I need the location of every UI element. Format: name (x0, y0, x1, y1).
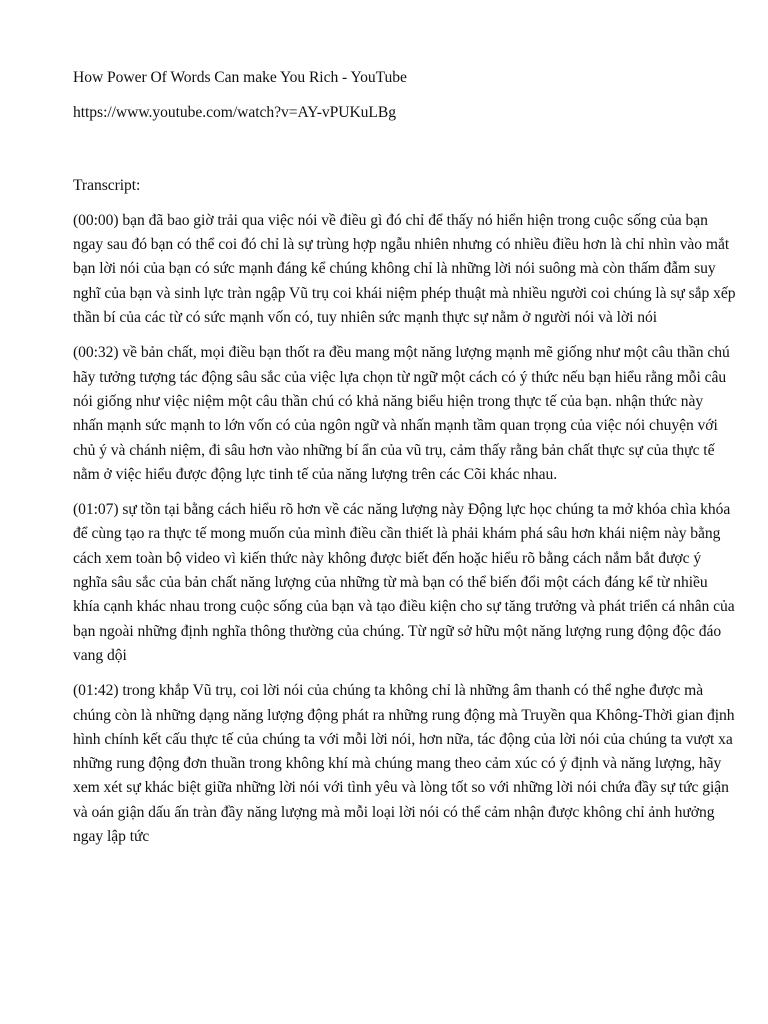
document-content (73, 66, 737, 860)
video-title: How Power Of Words Can make You Rich - YouTube (73, 69, 407, 86)
transcript-paragraph-1: (00:00) bạn đã bao giờ trải qua việc nói về điều gì đó chỉ để thấy nó hiển hiện trong cuộc sống của bạn ngay sau đó bạn có thể coi đó chỉ là sự trùng hợp ngẫu nhiên nhưng có nhiều điều hơn là chỉ nhìn vào mắt bạn lời nói của bạn có sức mạnh đáng kể chúng không chỉ là những lời nói suông mà còn thấm đẫm suy nghĩ của bạn và sinh lực tràn ngập Vũ trụ coi khái niệm phép thuật mà nhiều người coi chúng là sự sắp xếp thần bí của các từ có sức mạnh vốn có, tuy nhiên sức mạnh thực sự nằm ở người nói và lời nói (73, 211, 736, 327)
transcript-paragraph-4: (01:42) trong khắp Vũ trụ, coi lời nói của chúng ta không chỉ là những âm thanh có thể nghe được mà chúng còn là những dạng năng lượng động phát ra những rung động mà Truyền qua Không-Thời gian định hình chính kết cấu thực tế của chúng ta với mỗi lời nói, hơn nữa, tác động của lời nói của chúng ta vượt xa những rung động đơn thuần trong không khí mà chúng mang theo cảm xúc có ý định và năng lượng, hãy xem xét sự khác biệt giữa những lời nói với tình yêu và lòng tốt so với những lời nói chứa đầy sự tức giận và oán giận dấu ấn tràn đầy năng lượng mà mỗi loại lời nói có thể cảm nhận được không chỉ ảnh hưởng ngay lập tức (73, 682, 735, 846)
transcript-paragraph-2: (00:32) về bản chất, mọi điều bạn thốt ra đều mang một năng lượng mạnh mẽ giống như một câu thần chú hãy tưởng tượng tác động sâu sắc của việc lựa chọn từ ngữ một cách có ý thức nếu bạn hiểu rằng mỗi câu nói giống như việc niệm một câu thần chú có khả năng biểu hiện trong thực tế của bạn. nhận thức này nhấn mạnh sức mạnh to lớn vốn có của ngôn ngữ và nhấn mạnh tầm quan trọng của việc nói chuyện với chủ ý và chánh niệm, đi sâu hơn vào những bí ẩn của vũ trụ, cảm thấy rằng bản chất thực sự của thực tế nằm ở việc hiểu được động lực tinh tế của năng lượng trên các Cõi khác nhau. (73, 344, 730, 483)
transcript-paragraph-3: (01:07) sự tồn tại bằng cách hiểu rõ hơn về các năng lượng này Động lực học chúng ta mở khóa chìa khóa để cùng tạo ra thực tế mong muốn của mình điều cần thiết là phải khám phá sâu hơn khái niệm này bằng cách xem toàn bộ video vì kiến thức này không được biết đến hoặc hiểu rõ bằng cách nắm bắt được ý nghĩa sâu sắc của bản chất năng lượng của những từ mà bạn có thể biến đổi một cách đáng kể từ nhiều khía cạnh khác nhau trong cuộc sống của bạn và tạo điều kiện cho sự tăng trưởng và phát triển cá nhân của bạn ngoài những định nghĩa thông thường của chúng. Từ ngữ sở hữu một năng lượng rung động độc đáo vang dội (73, 501, 735, 664)
video-url: https://www.youtube.com/watch?v=AY-vPUKuLBg (73, 104, 396, 122)
transcript-label: Transcript: (73, 176, 141, 194)
